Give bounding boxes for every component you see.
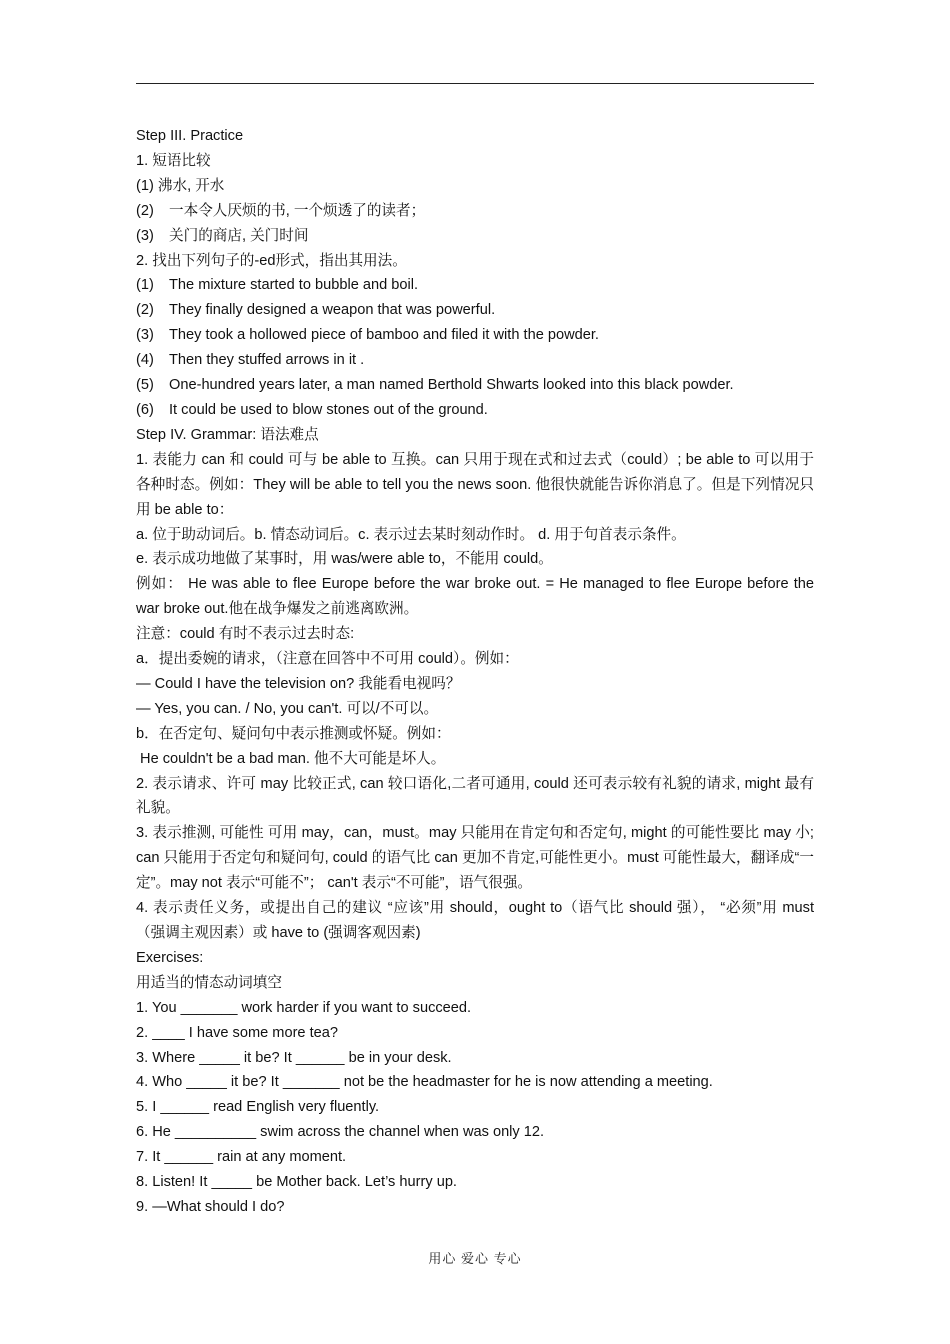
sentence-item: (4) Then they stuffed arrows in it . [136,352,365,369]
phrase-item: (3) 关门的商店, 关门时间 [136,227,309,244]
exercises-heading: Exercises: [136,949,204,966]
grammar-point-ability: 1. 表能力 can 和 could 可与 be able to 互换。can 只用于现在式和过去式（could）; be able to 可以用于各种时态。例如：They will be able to tell you the news soon. 他很快就能告诉你消息了。但是下列情况只用 be able to： [136,451,814,518]
exercise-item: 5. I ______ read English very fluently. [136,1099,380,1116]
sentence-item: (5) One-hundred years later, a man named Berthold Shwarts looked into this black powder. [136,377,734,394]
subheading-ed-forms: 2. 找出下列句子的-ed形式，指出其用法。 [136,252,407,269]
note-subpoint: b．在否定句、疑问句中表示推测或怀疑。例如： [136,725,451,742]
subheading-phrase-compare: 1. 短语比较 [136,152,211,169]
sentence-item: (2) They finally designed a weapon that was powerful. [136,302,496,319]
section-heading-step3: Step III. Practice [136,128,244,144]
sentence-item: (6) It could be used to blow stones out of the ground. [136,401,488,418]
exercise-item: 1. You _______ work harder if you want to succeed. [136,999,472,1016]
exercise-item: 4. Who _____ it be? It _______ not be the headmaster for he is now attending a meeting. [136,1074,713,1091]
grammar-point-obligation: 4. 表示责任义务，或提出自己的建议 “应该”用 should，ought to（语气比 should 强）， “必须”用 must （强调主观因素）或 have to (强调客观因素) [136,900,814,941]
note-subpoint: a．提出委婉的请求，（注意在回答中不可用 could）。例如： [136,651,519,668]
header-rule [136,83,814,84]
exercises-instruction: 用适当的情态动词填空 [136,974,282,991]
grammar-point-permission: 2. 表示请求、许可 may 比较正式, can 较口语化,二者可通用, could 还可表示较有礼貌的请求, might 最有礼貌。 [136,775,814,817]
exercise-item: 8. Listen! It _____ be Mother back. Let’s hurry up. [136,1174,457,1191]
sentence-item: (1) The mixture started to bubble and boil. [136,277,419,294]
exercise-item: 7. It ______ rain at any moment. [136,1149,347,1166]
example-paragraph: 例如： He was able to flee Europe before the war broke out. = He managed to flee Europe before the war broke out.他在战争爆发之前逃离欧洲。 [136,576,814,618]
dialog-line: — Yes, you can. / No, you can't. 可以/不可以。 [136,700,439,717]
dialog-line: — Could I have the television on? 我能看电视吗？ [136,675,461,692]
page-footer: 用心 爱心 专心 [428,1251,522,1266]
section-heading-step4: Step IV. Grammar: 语法难点 [136,426,319,443]
exercise-item: 3. Where _____ it be? It ______ be in your desk. [136,1049,452,1066]
exercise-item: 2. ____ I have some more tea? [136,1024,339,1041]
example-line: He couldn't be a bad man. 他不大可能是坏人。 [136,750,446,767]
sentence-item: (3) They took a hollowed piece of bamboo and filed it with the powder. [136,327,599,344]
document-body [136,124,814,1220]
phrase-item: (1) 沸水, 开水 [136,177,225,194]
grammar-subpoint: a. 位于助动词后。b. 情态动词后。c. 表示过去某时刻动作时。 d. 用于句首表示条件。 [136,526,686,543]
note-heading: 注意：could 有时不表示过去时态: [136,626,355,643]
exercise-item: 6. He __________ swim across the channel when was only 12. [136,1124,545,1141]
phrase-item: (2) 一本令人厌烦的书, 一个烦透了的读者； [136,202,426,219]
grammar-point-possibility: 3. 表示推测, 可能性 可用 may，can，must。may 只能用在肯定句和否定句, might 的可能性要比 may 小; can 只能用于否定句和疑问句, could 的语气比 can 更加不肯定,可能性更小。must 可能性最大，翻译成“一定”。may not 表示“可能不”； can't 表示“不可能”，语气很强。 [136,825,814,892]
grammar-subpoint: e. 表示成功地做了某事时，用 was/were able to，不能用 could。 [136,551,553,568]
exercise-item: 9. —What should I do? [136,1198,285,1215]
